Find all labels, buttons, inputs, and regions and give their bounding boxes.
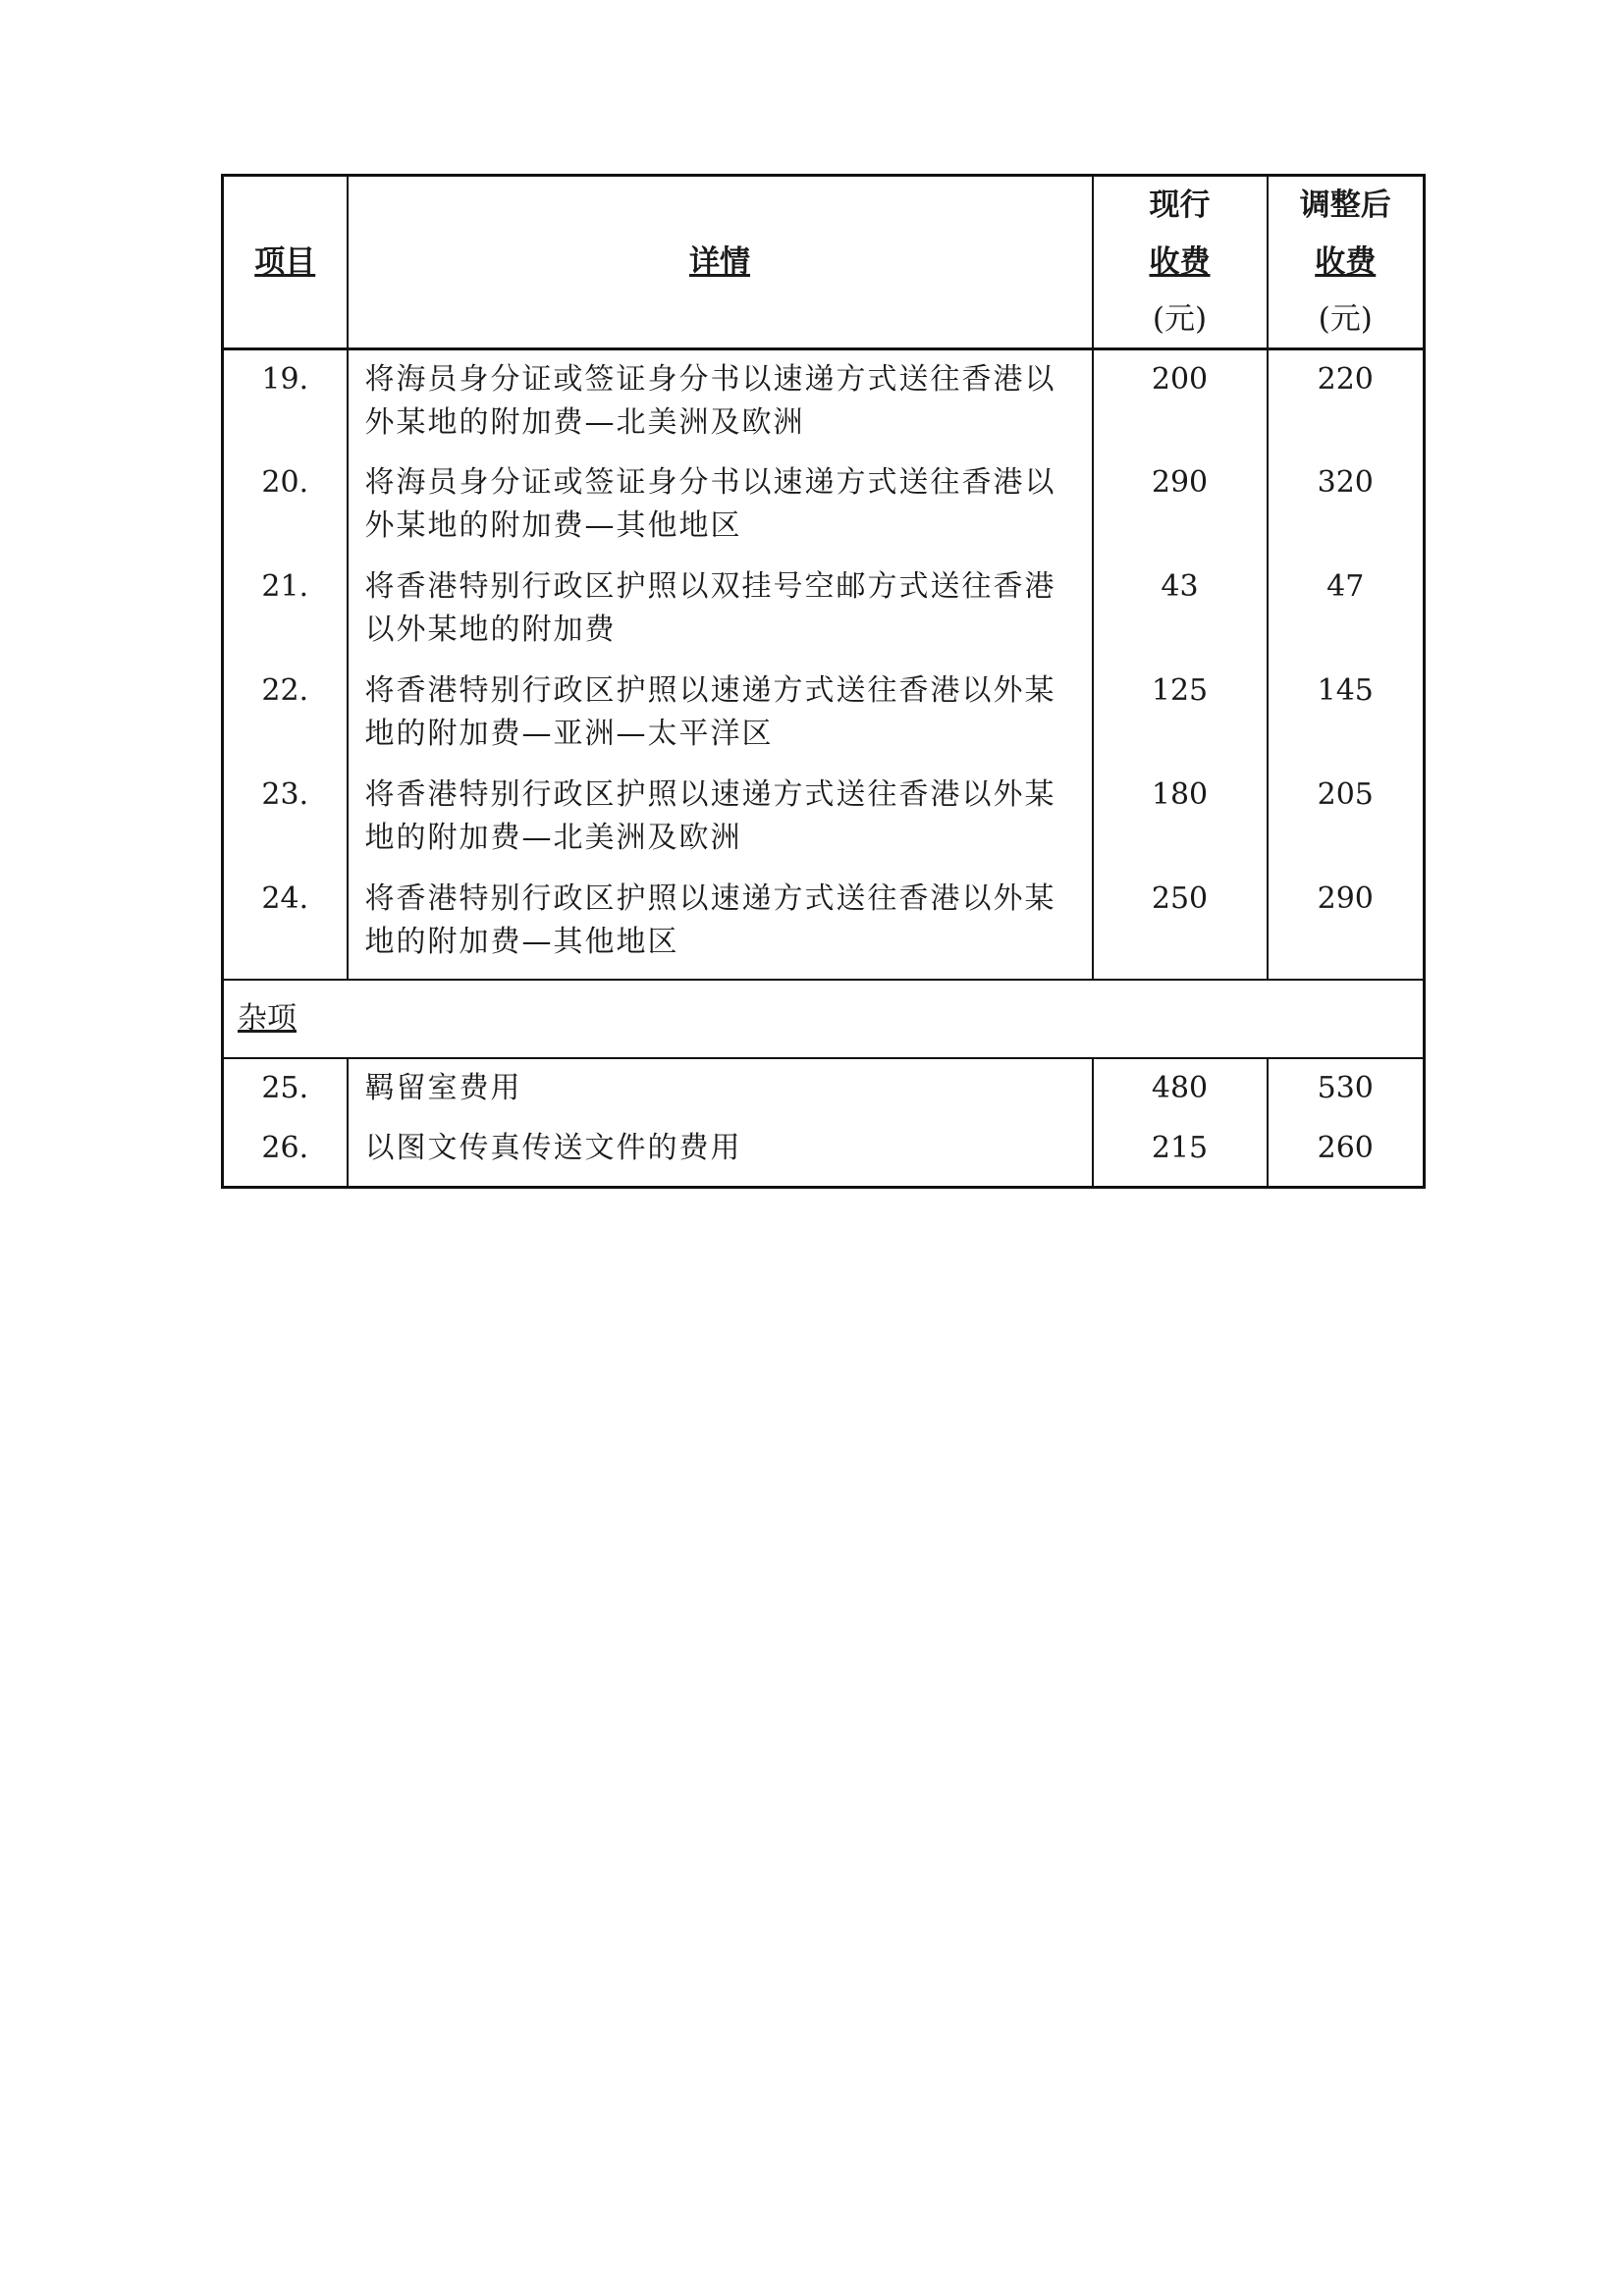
adjusted-fee: 530: [1268, 1058, 1425, 1119]
header-detail: 详情: [348, 176, 1093, 349]
table-row: [223, 662, 1425, 766]
current-fee: 200: [1093, 349, 1268, 454]
current-fee: 250: [1093, 870, 1268, 980]
adjusted-fee: 220: [1268, 349, 1425, 454]
fee-table: [221, 174, 1426, 1189]
adjusted-fee: 260: [1268, 1119, 1425, 1188]
table-row: [223, 766, 1425, 870]
adjusted-fee: 145: [1268, 662, 1425, 766]
current-fee: 125: [1093, 662, 1268, 766]
table-header-row: [223, 176, 1425, 349]
current-fee: 215: [1093, 1119, 1268, 1188]
item-number: 23.: [223, 766, 348, 870]
header-item: 项目: [223, 176, 348, 349]
adjusted-fee: 205: [1268, 766, 1425, 870]
item-detail: 将香港特别行政区护照以速递方式送往香港以外某地的附加费—北美洲及欧洲: [348, 766, 1093, 870]
current-fee: 290: [1093, 454, 1268, 558]
current-fee: 180: [1093, 766, 1268, 870]
section-header-misc: [223, 980, 1425, 1058]
table-row: [223, 870, 1425, 980]
item-number: 20.: [223, 454, 348, 558]
adjusted-fee: 290: [1268, 870, 1425, 980]
table-row: [223, 558, 1425, 662]
item-number: 26.: [223, 1119, 348, 1188]
header-current-fee: 现行 收费 (元): [1093, 176, 1268, 349]
adjusted-fee: 320: [1268, 454, 1425, 558]
table-row: [223, 454, 1425, 558]
current-fee: 480: [1093, 1058, 1268, 1119]
item-detail: 将香港特别行政区护照以速递方式送往香港以外某地的附加费—其他地区: [348, 870, 1093, 980]
current-fee: 43: [1093, 558, 1268, 662]
table-row: [223, 1058, 1425, 1119]
item-detail: 将香港特别行政区护照以速递方式送往香港以外某地的附加费—亚洲—太平洋区: [348, 662, 1093, 766]
table-row: [223, 1119, 1425, 1188]
item-number: 21.: [223, 558, 348, 662]
item-detail: 以图文传真传送文件的费用: [348, 1119, 1093, 1188]
item-detail: 将海员身分证或签证身分书以速递方式送往香港以外某地的附加费—北美洲及欧洲: [348, 349, 1093, 454]
section-title: 杂项: [223, 980, 1425, 1058]
item-number: 24.: [223, 870, 348, 980]
item-detail: 羁留室费用: [348, 1058, 1093, 1119]
item-detail: 将海员身分证或签证身分书以速递方式送往香港以外某地的附加费—其他地区: [348, 454, 1093, 558]
adjusted-fee: 47: [1268, 558, 1425, 662]
item-detail: 将香港特别行政区护照以双挂号空邮方式送往香港以外某地的附加费: [348, 558, 1093, 662]
item-number: 25.: [223, 1058, 348, 1119]
header-adjusted-fee: 调整后 收费 (元): [1268, 176, 1425, 349]
item-number: 22.: [223, 662, 348, 766]
table-row: [223, 349, 1425, 454]
item-number: 19.: [223, 349, 348, 454]
